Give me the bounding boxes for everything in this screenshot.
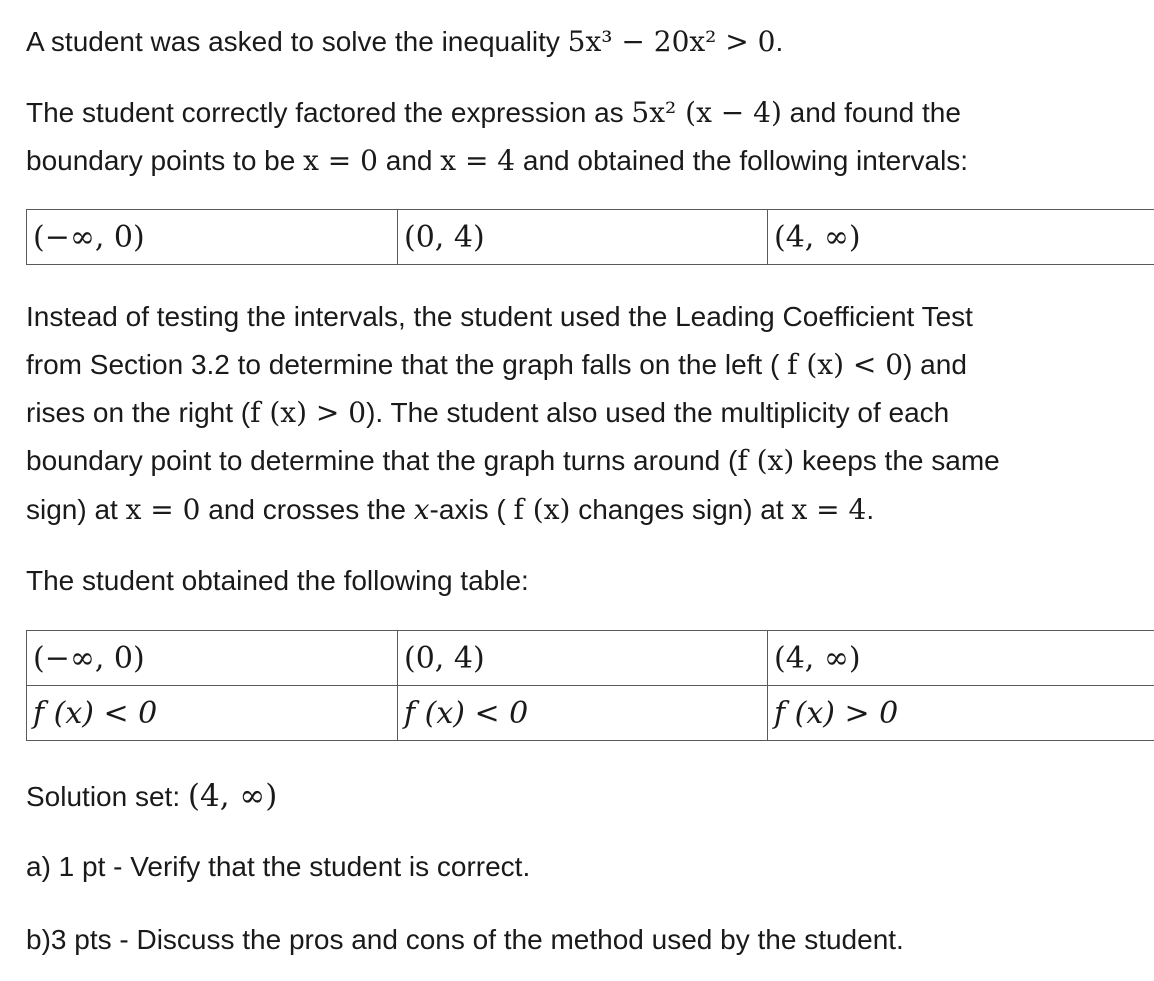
factoring-text-end: and found the — [781, 97, 961, 128]
method-line-4 — [26, 437, 1000, 485]
boundary-text: boundary points to be — [26, 145, 304, 176]
cross-point-math: x = 4 — [791, 493, 867, 526]
table-intro-text: The student obtained the following table: — [26, 565, 529, 596]
question-a — [26, 843, 530, 891]
boundary-point-1: x = 0 — [303, 144, 378, 177]
and-text: and — [377, 145, 441, 176]
solution-line — [26, 772, 277, 821]
method-text: boundary point to determine that the graph turns around ( — [26, 445, 738, 476]
method-text: -axis ( — [429, 494, 514, 525]
method-text: rises on the right ( — [26, 397, 251, 428]
interval-cell-3: (4, ∞) — [768, 210, 1154, 265]
intervals-table — [26, 209, 1154, 265]
function-math: f (x) — [513, 493, 571, 526]
method-text: ). The student also used the multiplicity of each — [366, 397, 950, 428]
method-text: . — [866, 494, 875, 525]
method-line-3 — [26, 389, 949, 437]
method-text: keeps the same — [794, 445, 1000, 476]
sign-table-interval-1: (−∞, 0) — [27, 631, 398, 686]
sign-table — [26, 630, 1154, 741]
x-variable-math: x — [413, 493, 430, 526]
sign-table-interval-2: (0, 4) — [398, 631, 768, 686]
sign-table-sign-2: f (x) < 0 — [398, 686, 768, 741]
sign-table-sign-1: f (x) < 0 — [27, 686, 398, 741]
table-row — [27, 210, 1154, 265]
question-b — [26, 916, 904, 964]
interval-cell-2: (0, 4) — [398, 210, 768, 265]
factoring-line-1 — [26, 89, 961, 137]
factoring-line-2 — [26, 137, 968, 185]
factored-expression: 5x² (x − 4) — [631, 96, 782, 129]
method-text: ) and — [903, 349, 967, 380]
method-line-1 — [26, 293, 973, 341]
method-text: Instead of testing the intervals, the student used the Leading Coefficient Test — [26, 301, 973, 332]
intervals-text: and obtained the following intervals: — [515, 145, 969, 176]
method-line-2 — [26, 341, 967, 389]
intro-suffix: . — [775, 26, 784, 57]
sign-table-interval-3: (4, ∞) — [768, 631, 1154, 686]
interval-cell-1: (−∞, 0) — [27, 210, 398, 265]
right-behavior-math: f (x) > 0 — [250, 396, 367, 429]
table-row — [27, 686, 1154, 741]
table-row — [27, 631, 1154, 686]
solution-label: Solution set: — [26, 781, 188, 812]
method-text: and crosses the — [200, 494, 414, 525]
intro-line — [26, 18, 783, 66]
turn-point-math: x = 0 — [125, 493, 201, 526]
question-a-text: a) 1 pt - Verify that the student is correct. — [26, 851, 531, 882]
sign-table-sign-3: f (x) > 0 — [768, 686, 1154, 741]
method-text: sign) at — [26, 494, 126, 525]
question-b-text: b)3 pts - Discuss the pros and cons of the method used by the student. — [26, 924, 904, 955]
factoring-text: The student correctly factored the expression as — [26, 97, 632, 128]
left-behavior-math: f (x) < 0 — [787, 348, 904, 381]
inequality-expression: 5x³ − 20x² > 0 — [567, 25, 776, 58]
method-text: from Section 3.2 to determine that the graph falls on the left ( — [26, 349, 788, 380]
solution-value: (4, ∞) — [187, 778, 278, 814]
method-line-5 — [26, 486, 874, 534]
method-text: changes sign) at — [570, 494, 792, 525]
function-math: f (x) — [737, 444, 795, 477]
table-intro — [26, 557, 529, 605]
boundary-point-2: x = 4 — [440, 144, 516, 177]
intro-text: A student was asked to solve the inequality — [26, 26, 568, 57]
